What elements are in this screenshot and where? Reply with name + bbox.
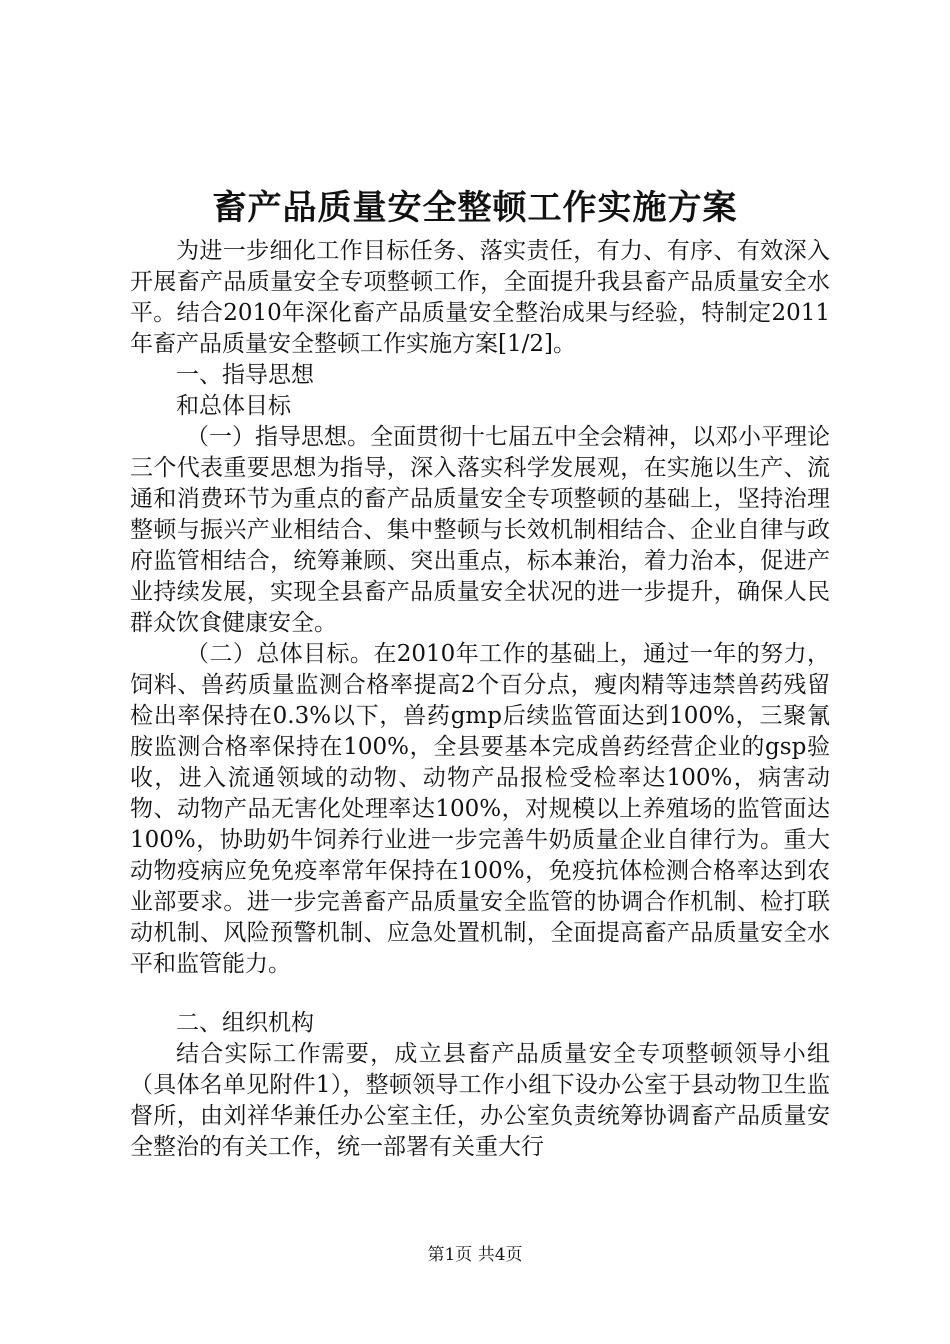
page-footer: 第1页 共4页 <box>427 1245 523 1265</box>
document-body <box>130 236 830 1163</box>
section-1-heading-line-1: 一、指导思想 <box>176 362 314 388</box>
overall-goal-paragraph: （二）总体目标。在2010年工作的基础上，通过一年的努力，饲料、兽药质量监测合格率提高2个百分点，瘦肉精等违禁兽药残留检出率保持在0.3%以下，兽药gmp后续监管面达到100%，三聚氰胺监测合格率保持在100%，全县要基本完成兽药经营企业的gsp验收，进入流通领域的动物、动物产品报检受检率达100%，病害动物、动物产品无害化处理率达100%，对规模以上养殖场的监管面达100%，协助奶牛饲养行业进一步完善牛奶质量企业自律行为。重大动物疫病应免免疫率常年保持在100%，免疫抗体检测合格率达到农业部要求。进一步完善畜产品质量安全监管的协调合作机制、检打联动机制、风险预警机制、应急处置机制，全面提高畜产品质量安全水平和监管能力。 <box>130 641 830 977</box>
section-2-heading: 二、组织机构 <box>176 1010 314 1036</box>
guiding-ideology-paragraph: （一）指导思想。全面贯彻十七届五中全会精神，以邓小平理论三个代表重要思想为指导，深入落实科学发展观，在实施以生产、流通和消费环节为重点的畜产品质量安全专项整顿的基础上，坚持治理整顿与振兴产业相结合、集中整顿与长效机制相结合、企业自律与政府监管相结合，统筹兼顾、突出重点，标本兼治，着力治本，促进产业持续发展，实现全县畜产品质量安全状况的进一步提升，确保人民群众饮食健康安全。 <box>130 424 830 636</box>
section-1-heading-line-2: 和总体目标 <box>176 393 291 419</box>
intro-paragraph: 为进一步细化工作目标任务、落实责任，有力、有序、有效深入开展畜产品质量安全专项整顿工作，全面提升我县畜产品质量安全水平。结合2010年深化畜产品质量安全整治成果与经验，特制定2011年畜产品质量安全整顿工作实施方案[1/2]。 <box>130 238 830 357</box>
section-spacer <box>130 980 830 1008</box>
document-title: 畜产品质量安全整顿工作实施方案 <box>212 188 738 228</box>
organization-paragraph: 结合实际工作需要，成立县畜产品质量安全专项整顿领导小组（具体名单见附件1），整顿领导工作小组下设办公室于县动物卫生监督所，由刘祥华兼任办公室主任，办公室负责统筹协调畜产品质量安全整治的有关工作，统一部署有关重大行 <box>130 1041 830 1160</box>
